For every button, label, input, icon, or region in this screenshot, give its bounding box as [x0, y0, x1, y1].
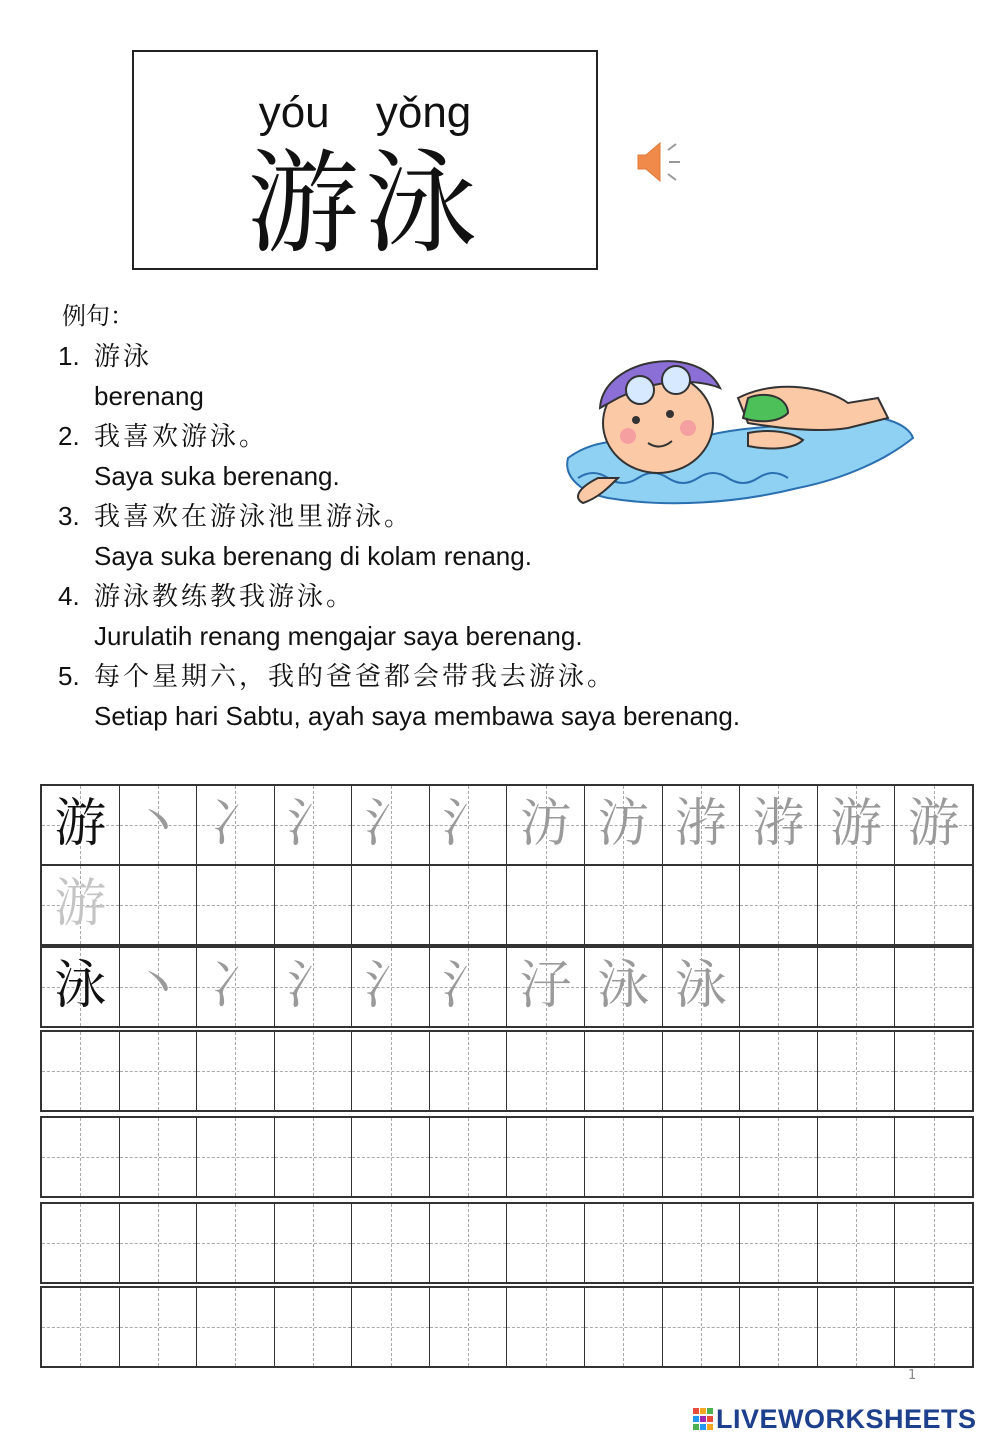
writing-cell[interactable] [584, 1118, 662, 1196]
writing-cell[interactable] [894, 948, 972, 1026]
writing-cell[interactable] [817, 1204, 895, 1282]
writing-cell[interactable] [119, 1118, 197, 1196]
writing-cell[interactable] [42, 1204, 119, 1282]
practice-grid-blank [40, 1116, 974, 1198]
stroke-order-cell: 丶 [119, 948, 197, 1026]
model-character-cell: 泳 [42, 948, 119, 1026]
stroke-order-cell: 汸 [584, 786, 662, 864]
writing-cell[interactable] [196, 1032, 274, 1110]
writing-cell[interactable] [584, 1032, 662, 1110]
practice-row [42, 948, 972, 1026]
stroke-order-cell: 游 [894, 786, 972, 864]
practice-row [42, 1118, 972, 1196]
writing-cell[interactable] [274, 1204, 352, 1282]
writing-cell[interactable] [584, 866, 662, 944]
practice-grid-blank [40, 1030, 974, 1112]
writing-cell[interactable] [42, 1032, 119, 1110]
practice-grid-yong [40, 946, 974, 1028]
practice-row [42, 1204, 972, 1282]
writing-cell[interactable] [817, 1118, 895, 1196]
stroke-order-cell: 氵 [274, 948, 352, 1026]
writing-cell[interactable] [274, 1118, 352, 1196]
stroke-order-cell: 汸 [506, 786, 584, 864]
stroke-order-cell: 冫 [196, 948, 274, 1026]
writing-cell[interactable] [894, 1118, 972, 1196]
writing-cell[interactable] [429, 1118, 507, 1196]
writing-cell[interactable] [274, 1288, 352, 1366]
writing-cell[interactable] [506, 1204, 584, 1282]
stroke-order-cell: 氵 [351, 786, 429, 864]
brand-text: LIVEWORKSHEETS [716, 1403, 977, 1434]
brand-logo[interactable] [692, 1404, 977, 1434]
stroke-order-cell: 氵 [351, 948, 429, 1026]
stroke-order-cell: 泳 [662, 948, 740, 1026]
writing-cell[interactable] [739, 866, 817, 944]
writing-cell[interactable] [119, 866, 197, 944]
sentence-ms: Saya suka berenang di kolam renang. [94, 541, 532, 571]
practice-row [42, 1032, 972, 1110]
writing-cell[interactable] [351, 866, 429, 944]
writing-cell[interactable] [119, 1288, 197, 1366]
practice-grid-blank [40, 1202, 974, 1284]
writing-cell[interactable] [662, 1118, 740, 1196]
writing-cell[interactable] [42, 1118, 119, 1196]
stroke-order-cell: 游 [817, 786, 895, 864]
example-label: 例句： [62, 302, 134, 330]
writing-cell[interactable] [817, 1032, 895, 1110]
model-character-cell: 游 [42, 786, 119, 864]
trace-character-cell[interactable]: 游 [42, 866, 119, 944]
writing-cell[interactable] [506, 1118, 584, 1196]
stroke-order-cell: 泳 [584, 948, 662, 1026]
liveworksheets-logo-icon [692, 1406, 714, 1432]
writing-cell[interactable] [739, 1288, 817, 1366]
writing-cell[interactable] [506, 1288, 584, 1366]
stroke-order-cell: 冫 [196, 786, 274, 864]
writing-cell[interactable] [739, 1032, 817, 1110]
practice-row [42, 864, 972, 944]
stroke-order-cell: 氵 [429, 786, 507, 864]
writing-cell[interactable] [429, 1204, 507, 1282]
practice-row [42, 1288, 972, 1366]
writing-cell[interactable] [662, 1032, 740, 1110]
title-hanzi: 游泳 [247, 139, 483, 269]
writing-cell[interactable] [429, 1288, 507, 1366]
stroke-order-cell: 㳺 [662, 786, 740, 864]
writing-cell[interactable] [739, 1118, 817, 1196]
writing-cell[interactable] [662, 1288, 740, 1366]
stroke-order-cell: 丶 [119, 786, 197, 864]
writing-cell[interactable] [739, 1204, 817, 1282]
title-box [132, 50, 598, 270]
writing-cell[interactable] [662, 866, 740, 944]
writing-cell[interactable] [817, 1288, 895, 1366]
sentence-ms: Setiap hari Sabtu, ayah saya membawa saya berenang. [94, 701, 741, 731]
practice-row [42, 786, 972, 864]
writing-cell[interactable] [119, 1204, 197, 1282]
writing-cell[interactable] [584, 1288, 662, 1366]
writing-cell[interactable] [894, 1204, 972, 1282]
writing-cell[interactable] [42, 1288, 119, 1366]
writing-cell[interactable] [894, 1288, 972, 1366]
writing-cell[interactable] [429, 1032, 507, 1110]
writing-cell[interactable] [196, 1288, 274, 1366]
writing-cell[interactable] [739, 948, 817, 1026]
writing-cell[interactable] [817, 948, 895, 1026]
practice-grid-blank [40, 1286, 974, 1368]
sentence-zh: 3. 我喜欢在游泳池里游泳。 [58, 501, 414, 532]
pinyin: yóu yǒng [258, 88, 472, 137]
writing-cell[interactable] [119, 1032, 197, 1110]
writing-cell[interactable] [506, 866, 584, 944]
swimming-boy-illustration [548, 328, 920, 528]
stroke-order-cell: 氵 [429, 948, 507, 1026]
practice-grid-you [40, 784, 974, 946]
sentence-zh: 4. 游泳教练教我游泳。 [58, 581, 356, 612]
writing-cell[interactable] [506, 1032, 584, 1110]
sentence-ms: berenang [94, 381, 204, 411]
sentence-zh: 2. 我喜欢游泳。 [58, 421, 269, 452]
stroke-order-cell: 汓 [506, 948, 584, 1026]
writing-cell[interactable] [894, 866, 972, 944]
writing-cell[interactable] [274, 866, 352, 944]
writing-cell[interactable] [351, 1032, 429, 1110]
writing-cell[interactable] [196, 1204, 274, 1282]
writing-cell[interactable] [196, 866, 274, 944]
page-number: 1 [908, 1368, 917, 1383]
sentence-ms: Jurulatih renang mengajar saya berenang. [94, 621, 583, 651]
writing-cell[interactable] [274, 1032, 352, 1110]
writing-cell[interactable] [817, 866, 895, 944]
writing-cell[interactable] [351, 1118, 429, 1196]
writing-cell[interactable] [662, 1204, 740, 1282]
stroke-order-cell: 㳺 [739, 786, 817, 864]
writing-cell[interactable] [894, 1032, 972, 1110]
sentence-zh: 5. 每个星期六，我的爸爸都会带我去游泳。 [58, 661, 617, 692]
speaker-icon[interactable] [634, 138, 686, 186]
writing-cell[interactable] [196, 1118, 274, 1196]
writing-cell[interactable] [429, 866, 507, 944]
sentence-ms: Saya suka berenang. [94, 461, 340, 491]
writing-cell[interactable] [584, 1204, 662, 1282]
writing-cell[interactable] [351, 1288, 429, 1366]
stroke-order-cell: 氵 [274, 786, 352, 864]
sentence-zh: 1. 游泳 [58, 341, 153, 372]
writing-cell[interactable] [351, 1204, 429, 1282]
